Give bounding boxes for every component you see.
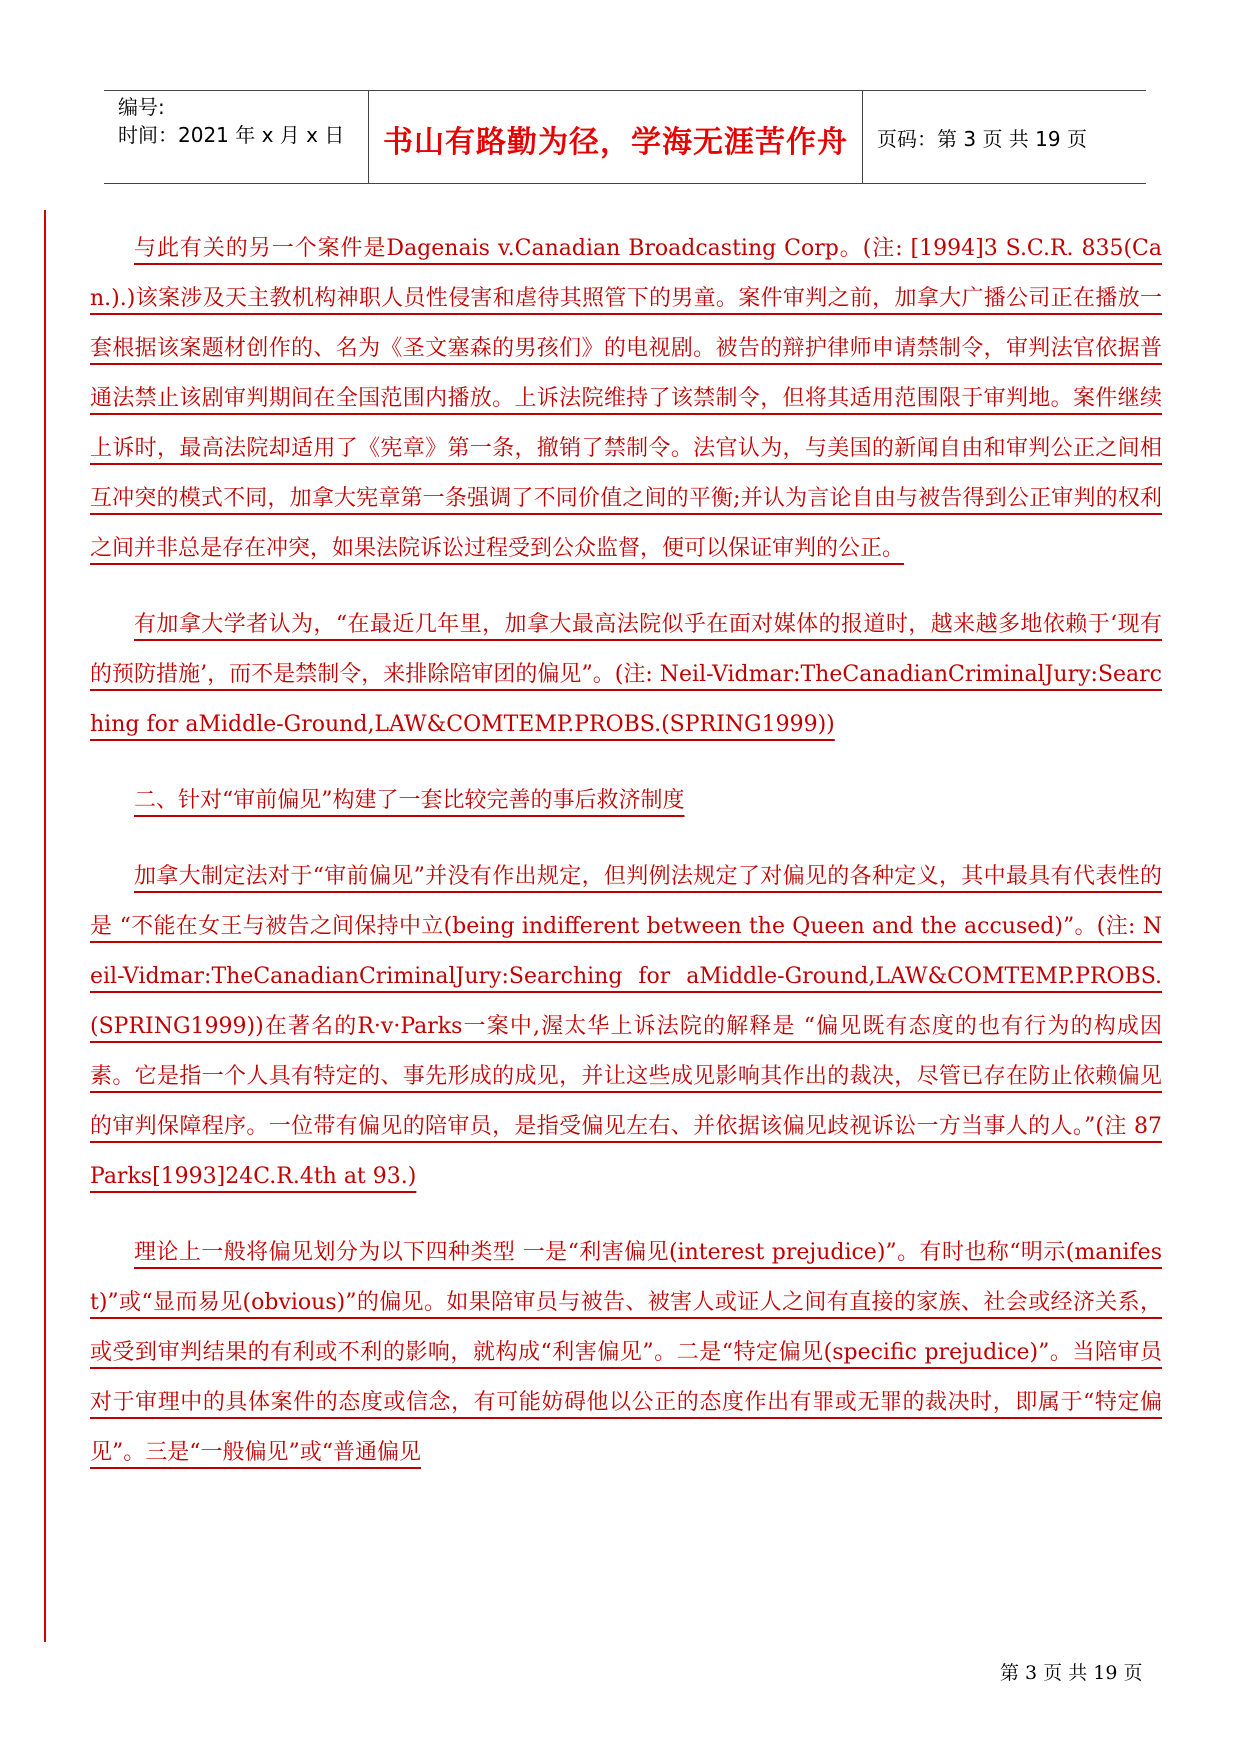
document-body <box>90 224 1162 1504</box>
paragraph-scholar-view: 有加拿大学者认为，“在最近几年里，加拿大最高法院似乎在面对媒体的报道时，越来越多地依赖于‘现有的预防措施’，而不是禁制令，来排除陪审团的偏见”。(注: Neil-Vidmar:TheCanadianCriminalJury:Searching for aMiddle-Ground,LAW&COMTEMP.PROBS.(SPRING1999)) <box>90 612 1162 737</box>
header-meta-cell <box>104 91 367 183</box>
header-motto: 书山有路勤为径，学海无涯苦作舟 <box>383 125 848 160</box>
revision-margin-bar <box>44 210 46 1642</box>
paragraph-prejudice-definition: 加拿大制定法对于“审前偏见”并没有作出规定，但判例法规定了对偏见的各种定义，其中最具有代表性的是 “不能在女王与被告之间保持中立(being indifferent between the Queen and the accused)”。(注: Neil-Vidmar:TheCanadianCriminalJury:Searching for aMiddle-Ground,LAW&COMTEMP.PROBS.(SPRING1999))在著名的R·v·Parks一案中,渥太华上诉法院的解释是 “偏见既有态度的也有行为的构成因素。它是指一个人具有特定的、事先形成的成见，并让这些成见影响其作出的裁决，尽管已存在防止依赖偏见的审判保障程序。一位带有偏见的陪审员，是指受偏见左右、并依据该偏见歧视诉讼一方当事人的人。”(注 87 Parks[1993]24C.R.4th at 93.) <box>90 864 1162 1189</box>
paragraph-prejudice-types: 理论上一般将偏见划分为以下四种类型 一是“利害偏见(interest prejudice)”。有时也称“明示(manifest)”或“显而易见(obvious)”的偏见。如果陪审员与被告、被害人或证人之间有直接的家族、社会或经济关系，或受到审判结果的有利或不利的影响，就构成“利害偏见”。二是“特定偏见(specific prejudice)”。当陪审员对于审理中的具体案件的态度或信念，有可能妨碍他以公正的态度作出有罪或无罪的裁决时，即属于“特定偏见”。三是“一般偏见”或“普通偏见 <box>90 1240 1162 1465</box>
section-heading-remedy: 二、针对“审前偏见”构建了一套比较完善的事后救济制度 <box>134 788 685 813</box>
document-number-label: 编号: <box>118 95 165 119</box>
header-page-cell <box>863 91 1146 183</box>
paragraph-dagenais-case: 与此有关的另一个案件是Dagenais v.Canadian Broadcasting Corp。(注: [1994]3 S.C.R. 835(Can.).)该案涉及天主教机构神职人员性侵害和虐待其照管下的男童。案件审判之前，加拿大广播公司正在播放一套根据该案题材创作的、名为《圣文塞森的男孩们》的电视剧。被告的辩护律师申请禁制令，审判法官依据普通法禁止该剧审判期间在全国范围内播放。上诉法院维持了该禁制令，但将其适用范围限于审判地。案件继续上诉时，最高法院却适用了《宪章》第一条，撤销了禁制令。法官认为，与美国的新闻自由和审判公正之间相互冲突的模式不同，加拿大宪章第一条强调了不同价值之间的平衡;并认为言论自由与被告得到公正审判的权利之间并非总是存在冲突，如果法院诉讼过程受到公众监督，便可以保证审判的公正。 <box>90 236 1162 561</box>
page-footer: 第 3 页 共 19 页 <box>1000 1662 1143 1684</box>
page-header <box>104 90 1146 184</box>
header-page-code: 页码：第 3 页 共 19 页 <box>877 127 1087 151</box>
header-motto-cell <box>368 91 863 183</box>
document-time-label: 时间：2021 年 x 月 x 日 <box>118 123 345 147</box>
